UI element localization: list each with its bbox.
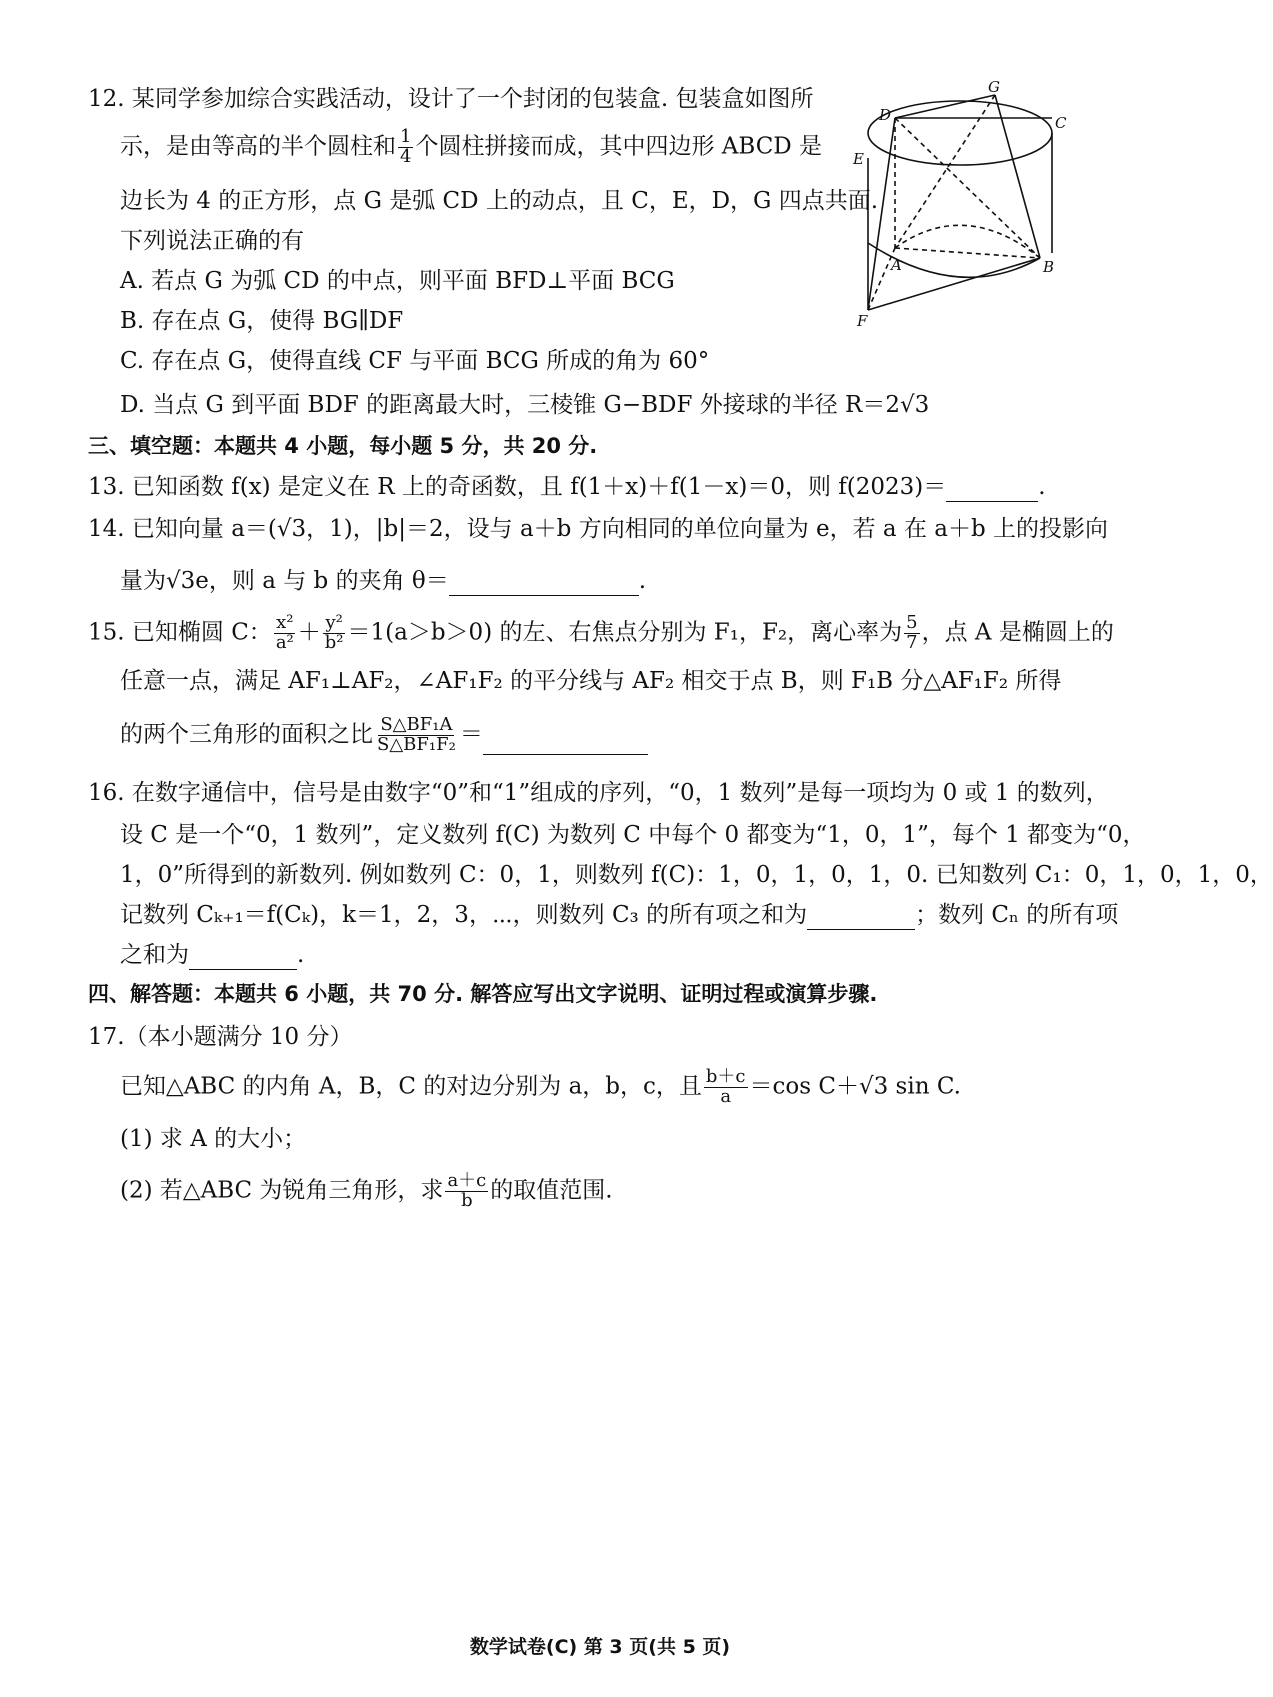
q15-area-ratio (375, 716, 458, 755)
q12-option-b: B. 存在点 G，使得 BG∥DF (120, 308, 404, 334)
q17-p2-num: a＋c (447, 1170, 487, 1191)
q15-a2: a² (275, 631, 294, 653)
q16-answer-blank-1[interactable] (807, 907, 915, 930)
q15-e-num: 5 (906, 612, 918, 633)
q17-heading: 17.（本小题满分 10 分） (88, 1024, 353, 1050)
label-a: A (891, 256, 902, 274)
q17-line1 (120, 1068, 961, 1107)
q15-x2: x² (276, 612, 294, 633)
q13: 13. 已知函数 f(x) 是定义在 R 上的奇函数，且 f(1＋x)＋f(1－x)＝0，则 f(2023)＝ . (88, 474, 1046, 500)
q15-s-num: S△BF₁A (380, 714, 453, 735)
q12-line4: 下列说法正确的有 (120, 228, 304, 254)
section-3-heading: 三、填空题：本题共 4 小题，每小题 5 分，共 20 分. (88, 434, 598, 458)
q14-line2: 量为√3e，则 a 与 b 的夹角 θ＝ . (120, 568, 647, 594)
q15-line1-c: ，点 A 是椭圆上的 (921, 619, 1114, 646)
q14-answer-blank[interactable] (449, 573, 639, 596)
q15-x-fraction (274, 614, 296, 653)
q17-part2 (120, 1172, 613, 1211)
q12-line3: 边长为 4 的正方形，点 G 是弧 CD 上的动点，且 C，E，D，G 四点共面. (120, 188, 879, 214)
q17-part2-b: 的取值范围. (490, 1177, 613, 1204)
q15-e-den: 7 (906, 631, 918, 653)
q12-line2-b: 个圆柱拼接而成，其中四边形 ABCD 是 (415, 133, 823, 160)
q15-line1-b: ＝1(a＞b＞0) 的左、右焦点分别为 F₁，F₂，离心率为 (347, 619, 903, 646)
q15-line3: 的两个三角形的面积之比 $\frac{\text{S△BF₁A}}{\text{S△BF₁F₂}}$ ＝ (120, 716, 648, 755)
q17-line1-b: ＝cos C＋√3 sin C. (749, 1073, 961, 1100)
q15-line2: 任意一点，满足 AF₁⊥AF₂，∠AF₁F₂ 的平分线与 AF₂ 相交于点 B，则 F₁B 分△AF₁F₂ 所得 (120, 668, 1062, 694)
label-g: G (988, 78, 1000, 96)
page-footer: 数学试卷(C) 第 3 页(共 5 页) (469, 1636, 731, 1658)
q17-f-den: a (720, 1085, 732, 1107)
quarter-num: 1 (400, 126, 412, 147)
section-4-heading: 四、解答题：本题共 6 小题，共 70 分. 解答应写出文字说明、证明过程或演算步骤. (88, 982, 878, 1006)
line-ab (895, 248, 1040, 258)
q16-answer-blank-2[interactable] (189, 947, 297, 970)
q12-line1: 12. 某同学参加综合实践活动，设计了一个封闭的包装盒. 包装盒如图所 (88, 86, 814, 112)
packaging-box-figure (855, 78, 1065, 328)
q14-line2-text: 量为√3e，则 a 与 b 的夹角 θ＝ (120, 568, 449, 594)
q16-line5-text: 之和为 (120, 942, 189, 968)
q15-line3-text: 的两个三角形的面积之比 (120, 721, 373, 748)
label-d: D (879, 106, 892, 124)
line-df (868, 118, 895, 310)
q15-line1-a: 15. 已知椭圆 C： (88, 619, 272, 646)
q15-s-den: S△BF₁F₂ (377, 733, 456, 755)
q17-p2-den: b (461, 1189, 473, 1211)
q17-f-num: b＋c (705, 1066, 746, 1087)
q15-b2: b² (324, 631, 344, 653)
q12-line2 (120, 128, 822, 167)
q15-line1: 15. 已知椭圆 C： $\frac{\text{x²}}{\text{a²}}$ ＋ $\frac{\text{y²}}{\text{b²}}$ ＝1(a＞b＞0) 的左、右焦点分别为 F₁，F₂，离心率为 $\frac{5}{7}$ ，点 A 是椭圆上的 (88, 612, 1114, 653)
q16-line4 (120, 902, 1118, 930)
q17-line1-a: 已知△ABC 的内角 A，B，C 的对边分别为 a，b，c，且 (120, 1073, 702, 1100)
q17-part2-fraction (445, 1172, 488, 1211)
q16-line4-a: 记数列 Cₖ₊₁＝f(Cₖ)，k＝1，2，3，⋯，则数列 C₃ 的所有项之和为 (120, 902, 808, 928)
q12-option-c: C. 存在点 G，使得直线 CF 与平面 BCG 所成的角为 60° (120, 348, 710, 374)
label-e: E (853, 150, 864, 168)
line-db (895, 118, 1040, 258)
q13-answer-blank[interactable] (946, 479, 1038, 502)
q16-line5: 之和为 . (120, 942, 305, 968)
q16-line4-b: ；数列 Cₙ 的所有项 (915, 902, 1119, 928)
q17-part1: (1) 求 A 的大小； (120, 1126, 307, 1152)
q15-answer-blank[interactable] (483, 732, 648, 755)
q16-line2: 设 C 是一个“0，1 数列”，定义数列 f(C) 为数列 C 中每个 0 都变为“1，0，1”，每个 1 都变为“0， (120, 822, 1146, 848)
quarter-fraction (398, 128, 413, 167)
q12-option-a: A. 若点 G 为弧 CD 的中点，则平面 BFD⊥平面 BCG (120, 268, 675, 294)
q15-y-fraction (323, 614, 346, 653)
q16-line3: 1，0”所得到的新数列. 例如数列 C：0，1，则数列 f(C)：1，0，1，0，1，0. 已知数列 C₁：0，1，0，1，0， (120, 862, 1273, 888)
q15-y2: y² (325, 612, 343, 633)
label-f: F (857, 312, 868, 330)
q12-line2-a: 示，是由等高的半个圆柱和 (120, 133, 396, 160)
q17-part2-a: (2) 若△ABC 为锐角三角形，求 (120, 1177, 444, 1204)
label-c: C (1055, 114, 1067, 132)
q17-fraction (704, 1068, 748, 1107)
q12-option-d: D. 当点 G 到平面 BDF 的距离最大时，三棱锥 G−BDF 外接球的半径 R＝2√3 (120, 392, 930, 418)
quarter-den: 4 (400, 145, 412, 167)
q15-eccentricity (904, 614, 919, 653)
q16-line1: 16. 在数字通信中，信号是由数字“0”和“1”组成的序列，“0，1 数列”是每一项均为 0 或 1 的数列， (88, 780, 1109, 806)
q13-text: 13. 已知函数 f(x) 是定义在 R 上的奇函数，且 f(1＋x)＋f(1－x)＝0，则 f(2023)＝ (88, 474, 947, 500)
label-b: B (1043, 258, 1055, 276)
q14-line1: 14. 已知向量 a＝(√3，1)，|b|＝2，设与 a＋b 方向相同的单位向量为 e，若 a 在 a＋b 上的投影向 (88, 516, 1109, 542)
